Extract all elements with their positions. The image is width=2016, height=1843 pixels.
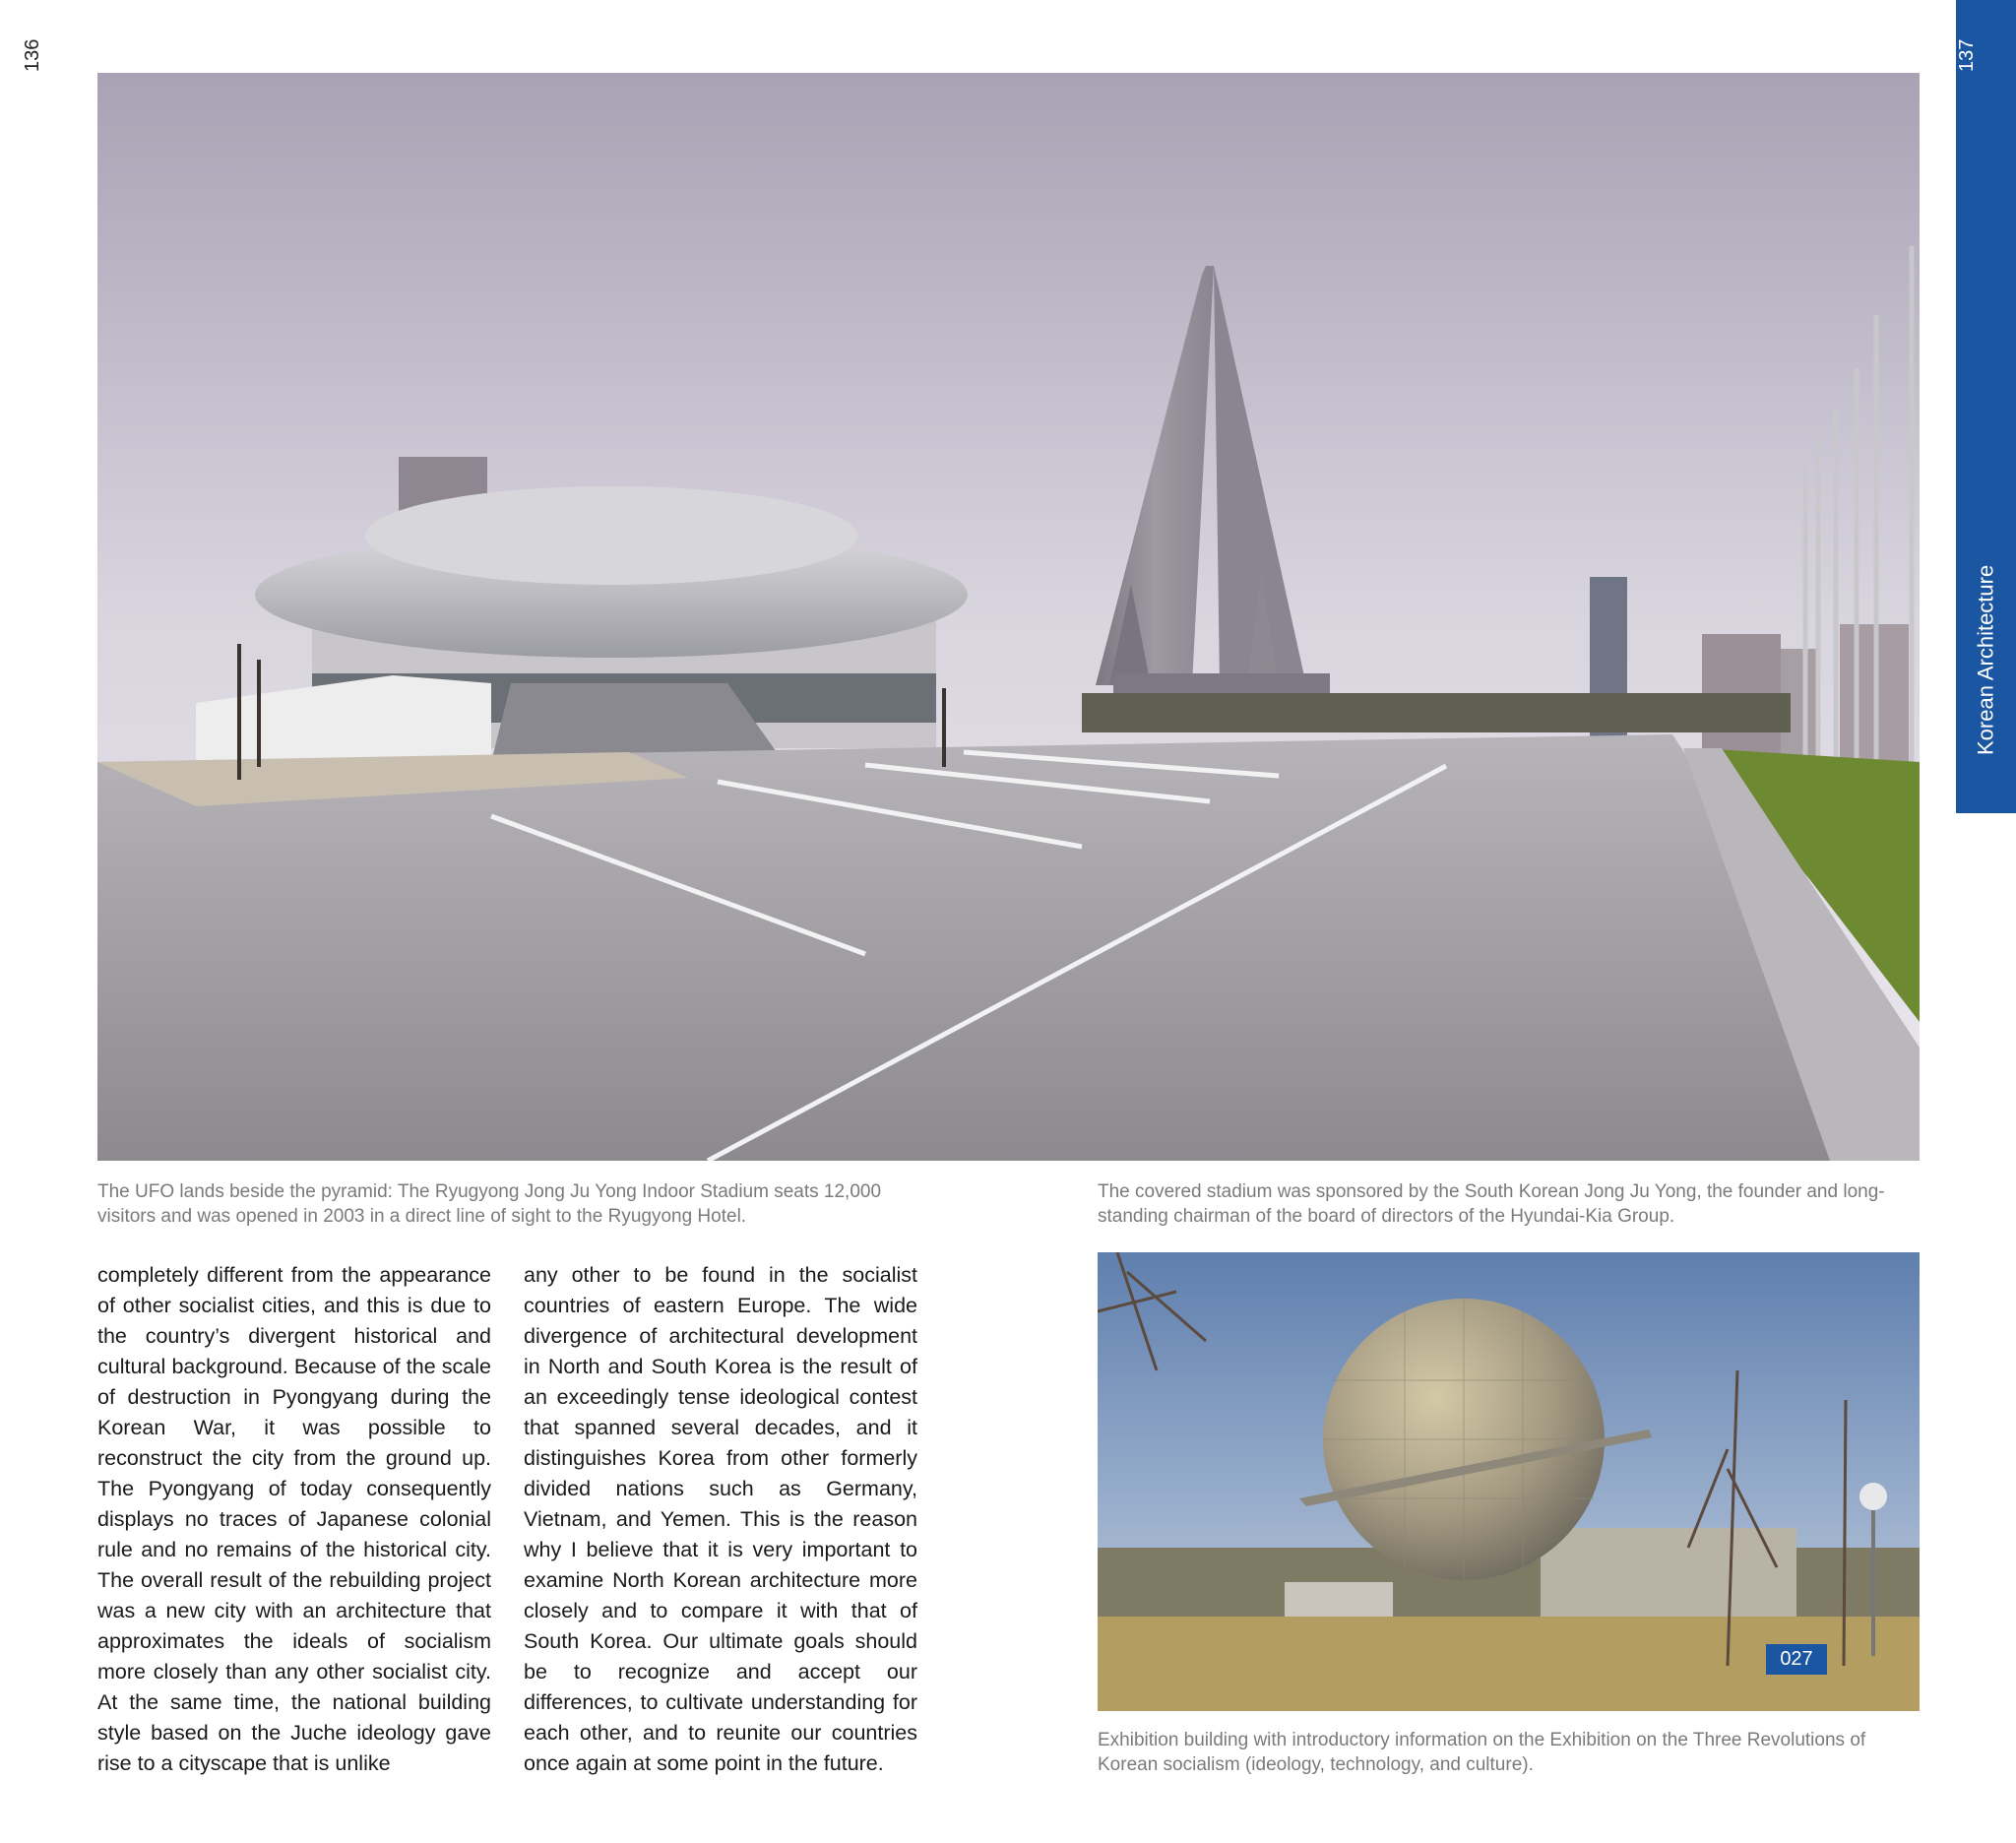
- body-text-column-2: any other to be found in the socialist countries of eastern Europe. The wide divergence of architectural development in North and South Korea is the result of an exceedingly tense ideological contest that spanned several decades, and it distinguishes Korea from other formerly divided nations such as Germany, Vietnam, and Yemen. This is the reason why I believe that it is very important to examine North Korean architecture more closely and to compare it with that of South Korea. Our ultimate goals should be to recognize and accept our differences, to cultivate understanding for each other, and to reunite our countries once again at some point in the future.: [524, 1263, 917, 1775]
- main-photo-caption-right: The covered stadium was sponsored by the South Korean Jong Ju Yong, the founder and long-standing chairman of the board of directors of the Hyundai-Kia Group.: [1098, 1181, 1885, 1227]
- stadium-pyramid-photo: [97, 73, 1920, 1161]
- section-side-tab: [1956, 0, 2016, 813]
- section-title: Korean Architecture: [1973, 564, 1998, 755]
- left-page-number: 136: [22, 38, 43, 72]
- main-photo: [97, 73, 1920, 1161]
- sphere-photo-caption: Exhibition building with introductory information on the Exhibition on the Three Revolutions of Korean socialism (ideology, technology, and culture).: [1098, 1730, 1866, 1775]
- photo-number-badge: 027: [1766, 1644, 1827, 1675]
- right-page-number: 137: [1956, 38, 1978, 72]
- sphere-photo: [1098, 1252, 1920, 1711]
- main-photo-caption-left: The UFO lands beside the pyramid: The Ryugyong Jong Ju Yong Indoor Stadium seats 12,000 visitors and was opened in 2003 in a direct line of sight to the Ryugyong Hotel.: [97, 1181, 882, 1227]
- sphere-building-photo: [1098, 1252, 1920, 1711]
- body-text-column-1: completely different from the appearance of other socialist cities, and this is due to the country’s divergent historical and cultural background. Because of the scale of destruction in Pyongyang during the Korean War, it was possible to reconstruct the city from the ground up. The Pyongyang of today consequently displays no traces of Japanese colonial rule and no remains of the historical city. The overall result of the rebuilding project was a new city with an architecture that approximates the ideals of socialism more closely than any other socialist city. At the same time, the national building style based on the Juche ideology gave rise to a cityscape that is unlike: [97, 1263, 491, 1775]
